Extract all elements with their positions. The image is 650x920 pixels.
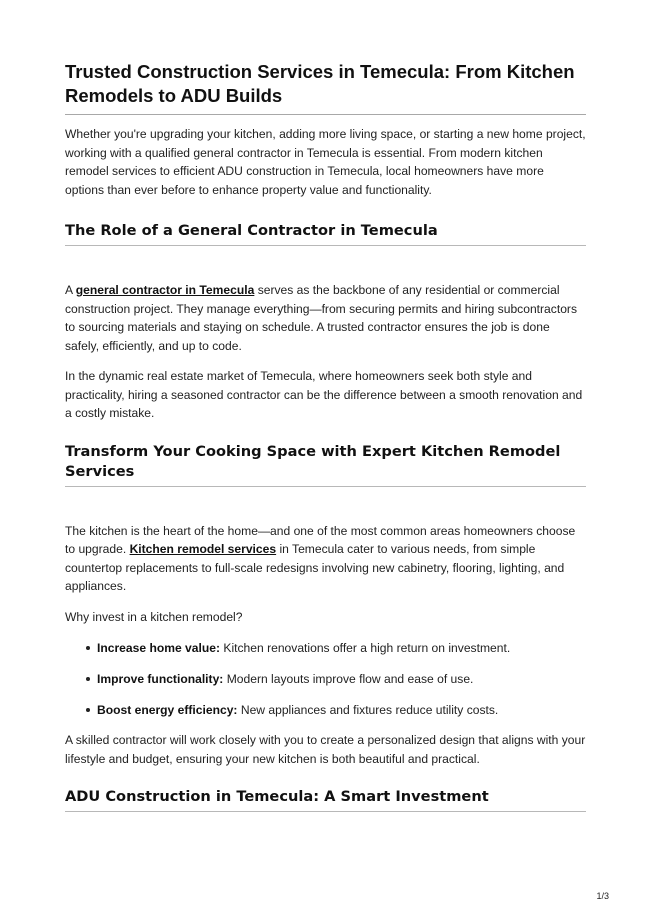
bullet-label: Boost energy efficiency: [97,703,238,717]
kitchen-closing-paragraph: A skilled contractor will work closely with you to create a personalized design that aligns with your lifestyle and budget, ensuring your new kitchen is both beautiful and practical. [65,733,586,766]
text-span: The kitchen is the heart of the home—and one of the most common areas homeowners choose to upgrade. [65,523,576,556]
page-number: 1/3 [596,891,609,901]
text-span: in Temecula cater to various needs, from simple countertop replacements to full-scale redesigns involving new cabinetry, flooring, lighting, and appliances. [65,542,565,593]
bullet-icon [86,677,90,681]
page-title: Trusted Construction Services in Temecula: From Kitchen Remodels to ADU Builds [65,60,586,115]
kitchen-paragraph [65,522,586,596]
list-item [97,639,586,658]
list-item [97,701,586,720]
benefits-list [65,639,586,720]
section-heading-general-contractor: The Role of a General Contractor in Temecula [65,221,586,246]
intro-paragraph: Whether you're upgrading your kitchen, adding more living space, or starting a new home project, working with a qualified general contractor in Temecula is essential. From modern kitchen remodel services to efficient ADU construction in Temecula, local homeowners have more options than ever before to enhance property value and functionality. [65,127,586,197]
text-span: serves as the backbone of any residential or commercial construction project. They manage everything—from securing permits and hiring subcontractors to sourcing materials and staying on schedule. A trusted contractor ensures the job is done safely, efficiently, and up to code. [65,283,577,353]
bullet-text: Kitchen renovations offer a high return on investment. [220,641,511,655]
general-contractor-link[interactable]: general contractor in Temecula [75,283,255,297]
bullet-text: Modern layouts improve flow and ease of use. [223,672,474,686]
section-heading-adu: ADU Construction in Temecula: A Smart Investment [65,787,586,812]
section-heading-kitchen-remodel: Transform Your Cooking Space with Expert Kitchen Remodel Services [65,442,586,487]
bullet-icon [86,708,90,712]
bullet-label: Improve functionality: [97,672,224,686]
bullet-label: Increase home value: [97,641,221,655]
general-contractor-paragraph [65,281,586,355]
kitchen-question: Why invest in a kitchen remodel? [65,609,243,624]
text-span: A [65,283,76,297]
list-item [97,670,586,689]
kitchen-remodel-link[interactable]: Kitchen remodel services [129,542,277,556]
market-paragraph: In the dynamic real estate market of Temecula, where homeowners seek both style and practicality, hiring a seasoned contractor can be the difference between a smooth renovation and a costly mistake. [65,369,583,420]
bullet-icon [86,646,90,650]
bullet-text: New appliances and fixtures reduce utility costs. [237,703,499,717]
document-page [65,60,586,812]
